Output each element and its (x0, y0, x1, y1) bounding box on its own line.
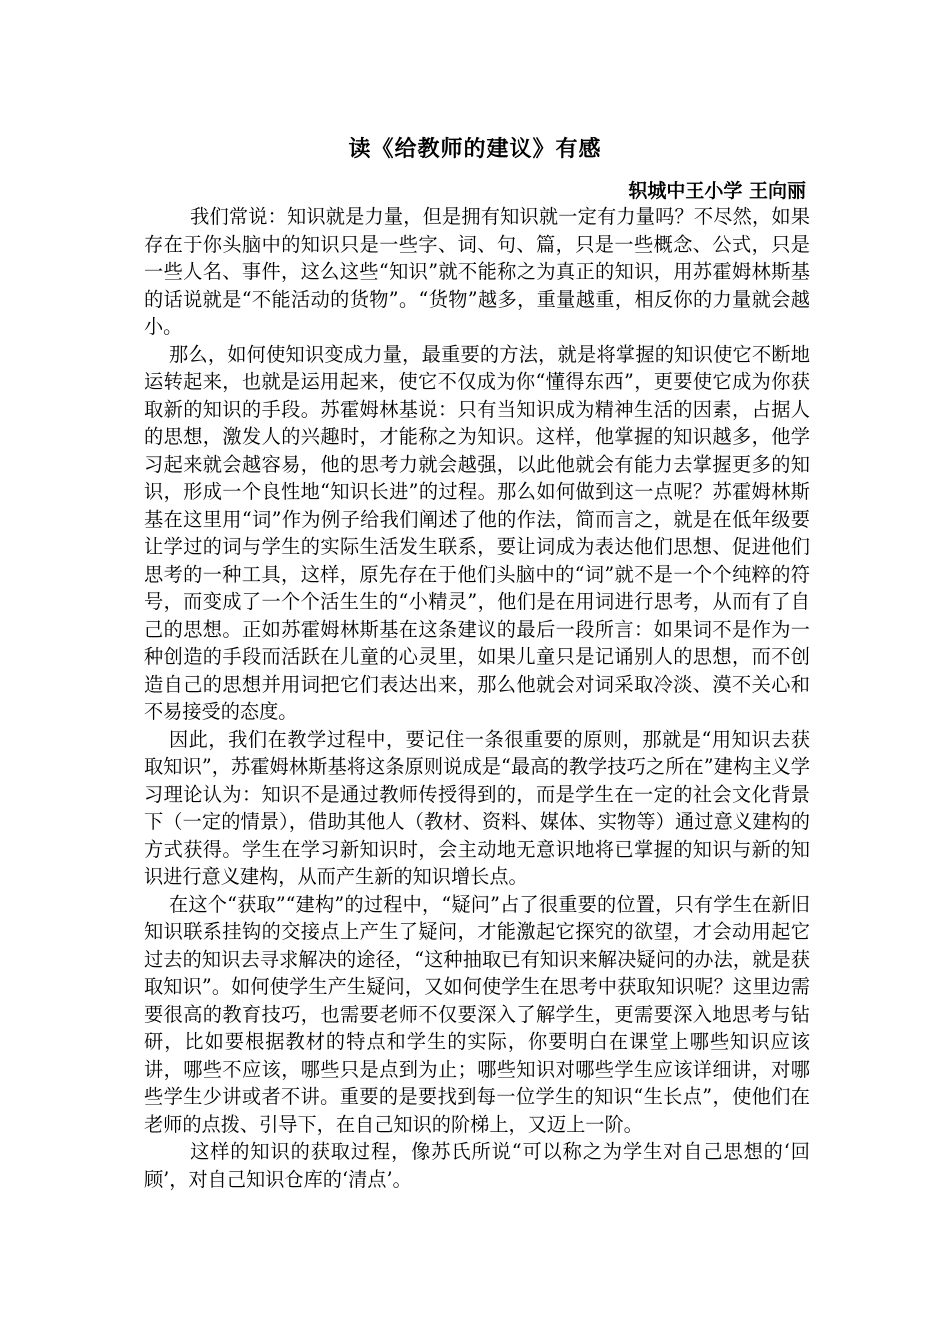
document-title: 读《给教师的建议》有感 (348, 137, 602, 162)
paragraph-3: 因此，我们在教学过程中，要记住一条很重要的原则，那就是“用知识去获取知识”，苏霍姆林斯基将这条原则说成是“最高的教学技巧之所在”建构主义学习理论认为：知识不是通过教师传授得到的，而是学生在一定的社会文化背景下（一定的情景），借助其他人（教材、资料、媒体、实物等）通过意义建构的方式获得。学生在学习新知识时，会主动地无意识地将已掌握的知识与新的知识进行意义建构，从而产生新的知识增长点。 (144, 727, 810, 888)
document-body (144, 203, 810, 1193)
paragraph-5: 这样的知识的获取过程，像苏氏所说“可以称之为学生对自己思想的‘回顾’，对自己知识仓库的‘清点’。 (144, 1140, 810, 1191)
paragraph-1: 我们常说：知识就是力量，但是拥有知识就一定有力量吗？不尽然，如果存在于你头脑中的知识只是一些字、词、句、篇，只是一些概念、公式，只是一些人名、事件，这么这些“知识”就不能称之为真正的知识，用苏霍姆林斯基的话说就是“不能活动的货物”。“货物”越多，重量越重，相反你的力量就会越小。 (144, 205, 810, 338)
document-author: 轵城中王小学 王向丽 (628, 180, 806, 202)
paragraph-4: 在这个“获取”“建构”的过程中，“疑问”占了很重要的位置，只有学生在新旧知识联系挂钩的交接点上产生了疑问，才能激起它探究的欲望，才会动用起它过去的知识去寻求解决的途径，“这种抽取已有知识来解决疑问的办法，就是获取知识”。如何使学生产生疑问，又如何使学生在思考中获取知识呢？这里边需要很高的教育技巧，也需要老师不仅要深入了解学生，更需要深入地思考与钻研，比如要根据教材的特点和学生的实际，你要明白在课堂上哪些知识应该讲，哪些不应该，哪些只是点到为止；哪些知识对哪些学生应该详细讲，对哪些学生少讲或者不讲。重要的是要找到每一位学生的知识“生长点”，使他们在老师的点拨、引导下，在自己知识的阶梯上，又迈上一阶。 (144, 892, 810, 1136)
paragraph-2: 那么，如何使知识变成力量，最重要的方法，就是将掌握的知识使它不断地运转起来，也就是运用起来，使它不仅成为你“懂得东西”，更要使它成为你获取新的知识的手段。苏霍姆林基说：只有当知识成为精神生活的因素，占据人的思想，激发人的兴趣时，才能称之为知识。这样，他掌握的知识越多，他学习起来就会越容易，他的思考力就会越强，以此他就会有能力去掌握更多的知识，形成一个良性地“知识长进”的过程。那么如何做到这一点呢？苏霍姆林斯基在这里用“词”作为例子给我们阐述了他的作法，简而言之，就是在低年级要让学过的词与学生的实际生活发生联系，要让词成为表达他们思想、促进他们思考的一种工具，这样，原先存在于他们头脑中的“词”就不是一个个纯粹的符号，而变成了一个个活生生的“小精灵”，他们是在用词进行思考，从而有了自己的思想。正如苏霍姆林斯基在这条建议的最后一段所言：如果词不是作为一种创造的手段而活跃在儿童的心灵里，如果儿童只是记诵别人的思想，而不创造自己的思想并用词把它们表达出来，那么他就会对词采取冷淡、漠不关心和不易接受的态度。 (144, 342, 810, 723)
